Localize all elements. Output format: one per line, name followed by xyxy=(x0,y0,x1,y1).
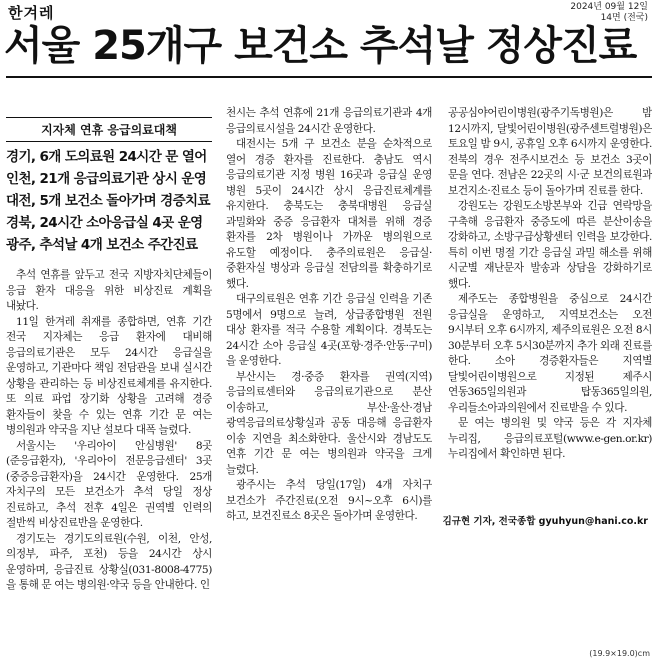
paragraph: 경기도는 경기도의료원(수원, 이천, 안성, 의정부, 파주, 포천) 등을 24시간 상시 운영하며, 응급진료 상황실(031-8008-4775)을 통해 문 여는 병의원·약국 등을 안내한다. 인 xyxy=(6,532,212,591)
subhead-item: 광주, 추석날 4개 보건소 주간진료 xyxy=(6,237,198,253)
paragraph: 부산시는 경·중증 환자를 권역(지역)응급의료센터와 응급의료기관으로 분산 이송하고, 부산·울산·경남 광역응급의료상황실과 공동 대응해 응급환자 이송 지연을 최소화한다. 울산시와 경남도도 연휴 기간 문 여는 병의원과 약국을 크게 늘렸다. xyxy=(226,370,432,476)
article-column-1 xyxy=(6,268,212,648)
paragraph: 대구의료원은 연휴 기간 응급실 인력을 기존 5명에서 9명으로 늘려, 상급종합병원 전원 대상 환자를 적극 수용할 계획이다. 경북도는 24시간 소아 응급실 4곳(포항·경주·안동·구미)을 운영한다. xyxy=(226,293,432,367)
sidebar-title: 지자체 연휴 응급의료대책 xyxy=(6,117,212,142)
paragraph: 11일 한겨레 취재를 종합하면, 연휴 기간 전국 지자체는 응급 환자에 대비해 응급의료기관은 모두 24시간 응급실을 운영하고, 기관마다 책임 전담관을 보내 실시간 상황을 관리하는 등 비상진료체계를 유지한다. 또 의료 파업 장기화 상황을 고려해 경증 환자들이 찾을 수 있는 연휴 기간 문 여는 병의원과 약국을 지난 설보다 대폭 늘렸다. xyxy=(6,315,212,436)
masthead-logo: 한겨레 xyxy=(8,4,55,22)
paragraph: 서울시는 '우리아이 안심병원' 8곳(준응급환자), '우리아이 전문응급센터' 3곳(중증응급환자)을 24시간 운영한다. 25개 자치구의 모든 보건소가 추석 당일 정상 진료하고, 추석 전후 4일은 권역별 인력의 절반씩 비상진료반을 운영한다. xyxy=(6,439,212,529)
article-column-2 xyxy=(226,106,432,636)
paragraph: 광주시는 추석 당일(17일) 4개 자치구 보건소가 주간진료(오전 9시~오후 6시)를 하고, 보건진료소 8곳은 돌아가며 운영한다. xyxy=(226,479,432,522)
headline-rule xyxy=(6,76,652,78)
paragraph: 대전시는 5개 구 보건소 분을 순차적으로 열어 경증 환자를 진료한다. 충남도 역시 응급의료기관 지정 병원 16곳과 응급실 운영 병원 5곳이 24시간 상시 응급진료체계를 유지한다. 충북도는 충북대병원 응급실 과밀화와 중증 응급환자 대처를 위해 경증 환자를 2차 병원이나 가까운 병의원으로 유도할 예정이다. 충주의료원은 응급실·중환자실 병상과 응급실 전담의를 확충하기로 했다. xyxy=(226,138,432,290)
article-column-3 xyxy=(448,106,652,506)
byline: 김규현 기자, 전국종합 gyuhyun@hani.co.kr xyxy=(442,516,648,527)
paragraph: 천시는 추석 연휴에 21개 응급의료기관과 4개 응급의료시설을 24시간 운영한다. xyxy=(226,107,432,135)
paragraph: 문 여는 병의원 및 약국 등은 각 지자체 누리집, 응급의료포털(www.e-gen.or.kr) 누리집에서 확인하면 된다. xyxy=(448,417,652,460)
subhead-item: 인천, 21개 응급의료기관 상시 운영 xyxy=(6,171,207,187)
clipping-size: (19.9×19.0)cm xyxy=(589,649,650,658)
paragraph: 추석 연휴를 앞두고 전국 지방자치단체들이 응급 환자 대응을 위한 비상진료 계획을 내놨다. xyxy=(6,269,212,312)
subhead-list xyxy=(6,146,216,256)
publish-date: 2024년 09월 12일 xyxy=(570,2,648,12)
subhead-item: 경기, 6개 도의료원 24시간 문 열어 xyxy=(6,149,207,165)
headline: 서울 25개구 보건소 추석날 정상진료 xyxy=(4,23,637,69)
subhead-item: 경북, 24시간 소아응급실 4곳 운영 xyxy=(6,215,203,231)
paragraph: 제주도는 종합병원을 중심으로 24시간 응급실을 운영하고, 지역보건소는 오전 9시부터 오후 6시까지, 제주의료원은 오전 8시 30분부터 오후 5시30분까지 추가 외래 진료를 한다. 소아 경증환자들은 지역별 달빛어린이병원으로 지정된 제주시 연동365일의원과 탑동365일의원, 우리들소아과의원에서 진료받을 수 있다. xyxy=(448,293,652,414)
paragraph: 강원도는 강원도소방본부와 긴급 연락망을 구축해 응급환자 중증도에 따른 분산이송을 강화하고, 소방구급상황센터 인력을 보강한다. 특히 이번 명절 기간 응급실 과밀 해소를 위해 시군별 재난문자 발송과 상담을 강화하기로 했다. xyxy=(448,200,652,290)
paragraph: 공공심야어린이병원(광주기독병원)은 밤 12시까지, 달빛어린이병원(광주센트럴병원)은 토요일 밤 9시, 공휴일 오후 6시까지 운영한다. 전북의 경우 전주시보건소 등 보건소 3곳이 문을 연다. 전남은 22곳의 시·군 보건의료원과 보건지소·진료소 등이 돌아가며 진료를 한다. xyxy=(448,107,652,197)
page-number: 14면 (전국) xyxy=(600,13,648,23)
subhead-item: 대전, 5개 보건소 돌아가며 경증치료 xyxy=(6,193,210,209)
